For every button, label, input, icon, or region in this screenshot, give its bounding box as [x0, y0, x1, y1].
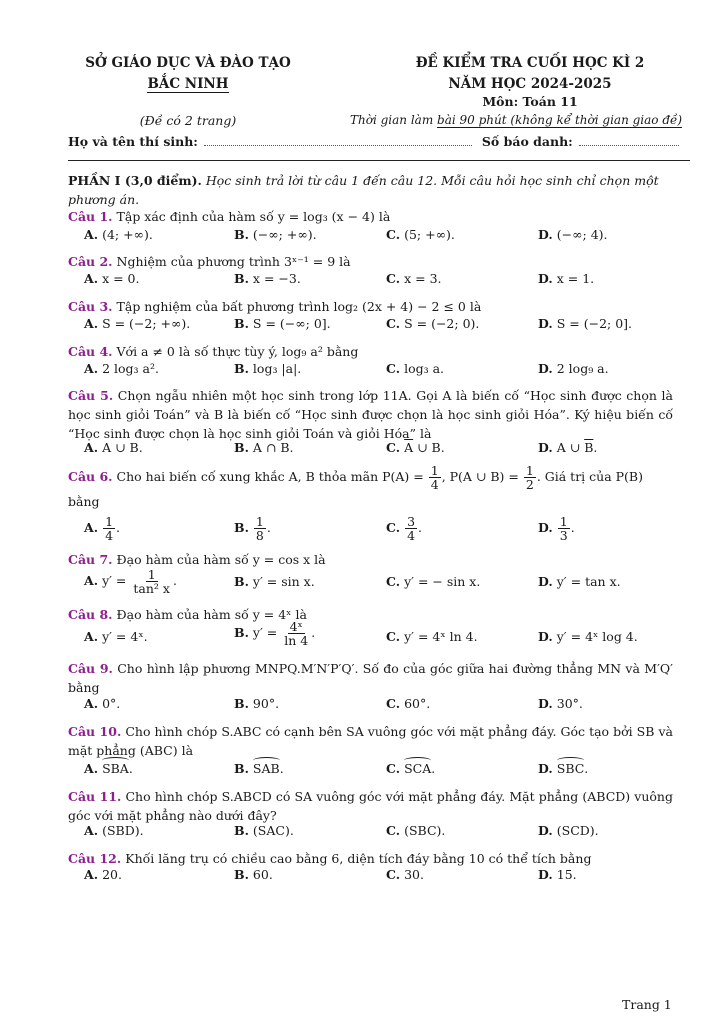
q12-option-d[interactable]: D. 15. [538, 867, 577, 882]
question-11: Câu 11. Cho hình chóp S.ABCD có SA vuông góc với mặt phẳng đáy. Mặt phẳng (ABCD) vuông góc với mặt phẳng nào dưới đây? [68, 789, 673, 823]
q7-option-c[interactable]: C. y′ = − sin x. [386, 574, 481, 589]
school-year: NĂM HỌC 2024-2025 [448, 76, 612, 92]
q2-option-c[interactable]: C. x = 3. [386, 271, 442, 286]
student-info-row [68, 134, 690, 149]
header-divider [68, 160, 690, 161]
question-8: Câu 8. Đạo hàm của hàm số y = 4ˣ là [68, 607, 307, 622]
q9-option-a[interactable]: A. 0°. [84, 696, 121, 711]
student-id-field[interactable] [579, 144, 679, 146]
q8-option-d[interactable]: D. y′ = 4ˣ log 4. [538, 629, 638, 644]
q5-option-d[interactable]: D. A ∪ $\overline{B}$. [538, 440, 598, 455]
q3-option-a[interactable]: A. S = (−2; +∞). [84, 316, 191, 331]
q6-option-d[interactable]: D. $\frac{1}{3}$ . [538, 514, 575, 543]
q3-option-b[interactable]: B. S = (−∞; 0]. [234, 316, 331, 331]
q1-option-b[interactable]: B. (−∞; +∞). [234, 227, 317, 242]
q10-option-b[interactable]: B. SAB. [234, 761, 284, 776]
q12-option-a[interactable]: A. 20. [84, 867, 122, 882]
q8-option-c[interactable]: C. y′ = 4ˣ ln 4. [386, 629, 478, 644]
question-12: Câu 12. Khối lăng trụ có chiều cao bằng 6, diện tích đáy bằng 10 có thể tích bằng [68, 851, 592, 866]
q6-frac-pab: $\frac{1}{2}$ [525, 463, 534, 492]
q10-option-c[interactable]: C. SCA. [386, 761, 436, 776]
q3-option-d[interactable]: D. S = (−2; 0]. [538, 316, 633, 331]
q8-option-b[interactable]: B. y′ = $\frac{\text{4ˣ}}{\ln 4}$ . [234, 619, 316, 648]
q8-option-a[interactable]: A. y′ = 4ˣ. [84, 629, 148, 644]
question-2: Câu 2. Nghiệm của phương trình 3ˣ⁻¹ = 9 là [68, 254, 351, 269]
dept-name: SỞ GIÁO DỤC VÀ ĐÀO TẠO [85, 55, 291, 71]
q11-option-b[interactable]: B. (SAC). [234, 823, 294, 838]
q5-option-a[interactable]: A. A ∪ B. [84, 440, 143, 455]
province-name: BẮC NINH [147, 76, 229, 92]
question-10: Câu 10. Cho hình chóp S.ABC có cạnh bên SA vuông góc với mặt phẳng đáy. Góc tạo bởi SB và mặt phẳng (ABC) là [68, 724, 673, 758]
q12-option-c[interactable]: C. 30. [386, 867, 424, 882]
q7-option-a[interactable]: A. y′ = $\frac{1}{\text{tan² x}}$ . [84, 567, 177, 596]
q6-option-b[interactable]: B. $\frac{1}{8}$ . [234, 514, 271, 543]
q1-option-d[interactable]: D. (−∞; 4). [538, 227, 608, 242]
q2-option-b[interactable]: B. x = −3. [234, 271, 301, 286]
exam-title: ĐỀ KIỂM TRA CUỐI HỌC KÌ 2 [415, 55, 645, 71]
q10-option-a[interactable]: A. SBA. [84, 761, 133, 776]
q4-option-d[interactable]: D. 2 log₉ a. [538, 361, 609, 376]
q9-option-b[interactable]: B. 90°. [234, 696, 280, 711]
question-9: Câu 9. Cho hình lập phương MNPQ.M′N′P′Q′. Số đo của góc giữa hai đường thẳng MN và M′Q′ bằng [68, 661, 673, 695]
subject: Môn: Toán 11 [482, 94, 578, 109]
question-4: Câu 4. Với a ≠ 0 là số thực tùy ý, log₉ a² bằng [68, 344, 359, 359]
question-6: Câu 6. Cho hai biến cố xung khắc A, B thỏa mãn P(A) = $\frac{1}{4}$ , P(A ∪ B) = $\frac{1}{2}$ . Giá trị của P(B) bằng [68, 463, 643, 509]
q6-option-c[interactable]: C. $\frac{3}{4}$ . [386, 514, 423, 543]
question-1: Câu 1. Tập xác định của hàm số y = log₃ (x − 4) là [68, 209, 391, 224]
question-5: Câu 5. Chọn ngẫu nhiên một học sinh trong lớp 11A. Gọi A là biến cố “Học sinh được chọn là học sinh giỏi Toán” và B là biến cố “Học sinh được chọn là học sinh giỏi Hóa”. Ký hiệu biến cố “Học sinh được chọn là học sinh giỏi Toán và giỏi Hóa” là [68, 388, 673, 441]
section-instruction: Học sinh trả lời từ câu 1 đến câu 12. Mỗi câu hỏi học sinh chỉ chọn một phương án. [68, 173, 659, 207]
q7-option-b[interactable]: B. y′ = sin x. [234, 574, 315, 589]
section-heading [68, 171, 673, 209]
q12-option-b[interactable]: B. 60. [234, 867, 273, 882]
q5-option-c[interactable]: C. $\overline{A}$ ∪ B. [386, 440, 445, 455]
q7-option-d[interactable]: D. y′ = tan x. [538, 574, 621, 589]
q1-option-c[interactable]: C. (5; +∞). [386, 227, 455, 242]
q2-option-d[interactable]: D. x = 1. [538, 271, 595, 286]
question-7: Câu 7. Đạo hàm của hàm số y = cos x là [68, 552, 326, 567]
q2-option-a[interactable]: A. x = 0. [84, 271, 140, 286]
q6-frac-pa: $\frac{1}{4}$ [430, 463, 439, 492]
time-note: Thời gian làm bài 90 phút (không kể thời gian giao đề) [350, 113, 683, 127]
q11-option-a[interactable]: A. (SBD). [84, 823, 144, 838]
student-name-label: Họ và tên thí sinh: [68, 134, 198, 149]
q9-option-d[interactable]: D. 30°. [538, 696, 583, 711]
q4-option-c[interactable]: C. log₃ a. [386, 361, 445, 376]
q4-option-b[interactable]: B. log₃ |a|. [234, 361, 302, 376]
q9-option-c[interactable]: C. 60°. [386, 696, 431, 711]
page-count-note: (Đề có 2 trang) [139, 113, 237, 128]
page-number: Trang 1 [622, 997, 672, 1012]
q10-option-d[interactable]: D. SBC. [538, 761, 589, 776]
student-name-field[interactable] [204, 144, 472, 146]
q11-option-c[interactable]: C. (SBC). [386, 823, 446, 838]
q4-option-a[interactable]: A. 2 log₃ a². [84, 361, 159, 376]
q1-option-a[interactable]: A. (4; +∞). [84, 227, 153, 242]
q6-option-a[interactable]: A. $\frac{1}{4}$ . [84, 514, 120, 543]
q3-option-c[interactable]: C. S = (−2; 0). [386, 316, 480, 331]
section-title: PHẦN I (3,0 điểm). [68, 173, 202, 188]
question-3: Câu 3. Tập nghiệm của bất phương trình log₂ (2x + 4) − 2 ≤ 0 là [68, 299, 482, 314]
q5-option-b[interactable]: B. A ∩ B. [234, 440, 294, 455]
q11-option-d[interactable]: D. (SCD). [538, 823, 599, 838]
student-id-label: Số báo danh: [481, 134, 573, 149]
